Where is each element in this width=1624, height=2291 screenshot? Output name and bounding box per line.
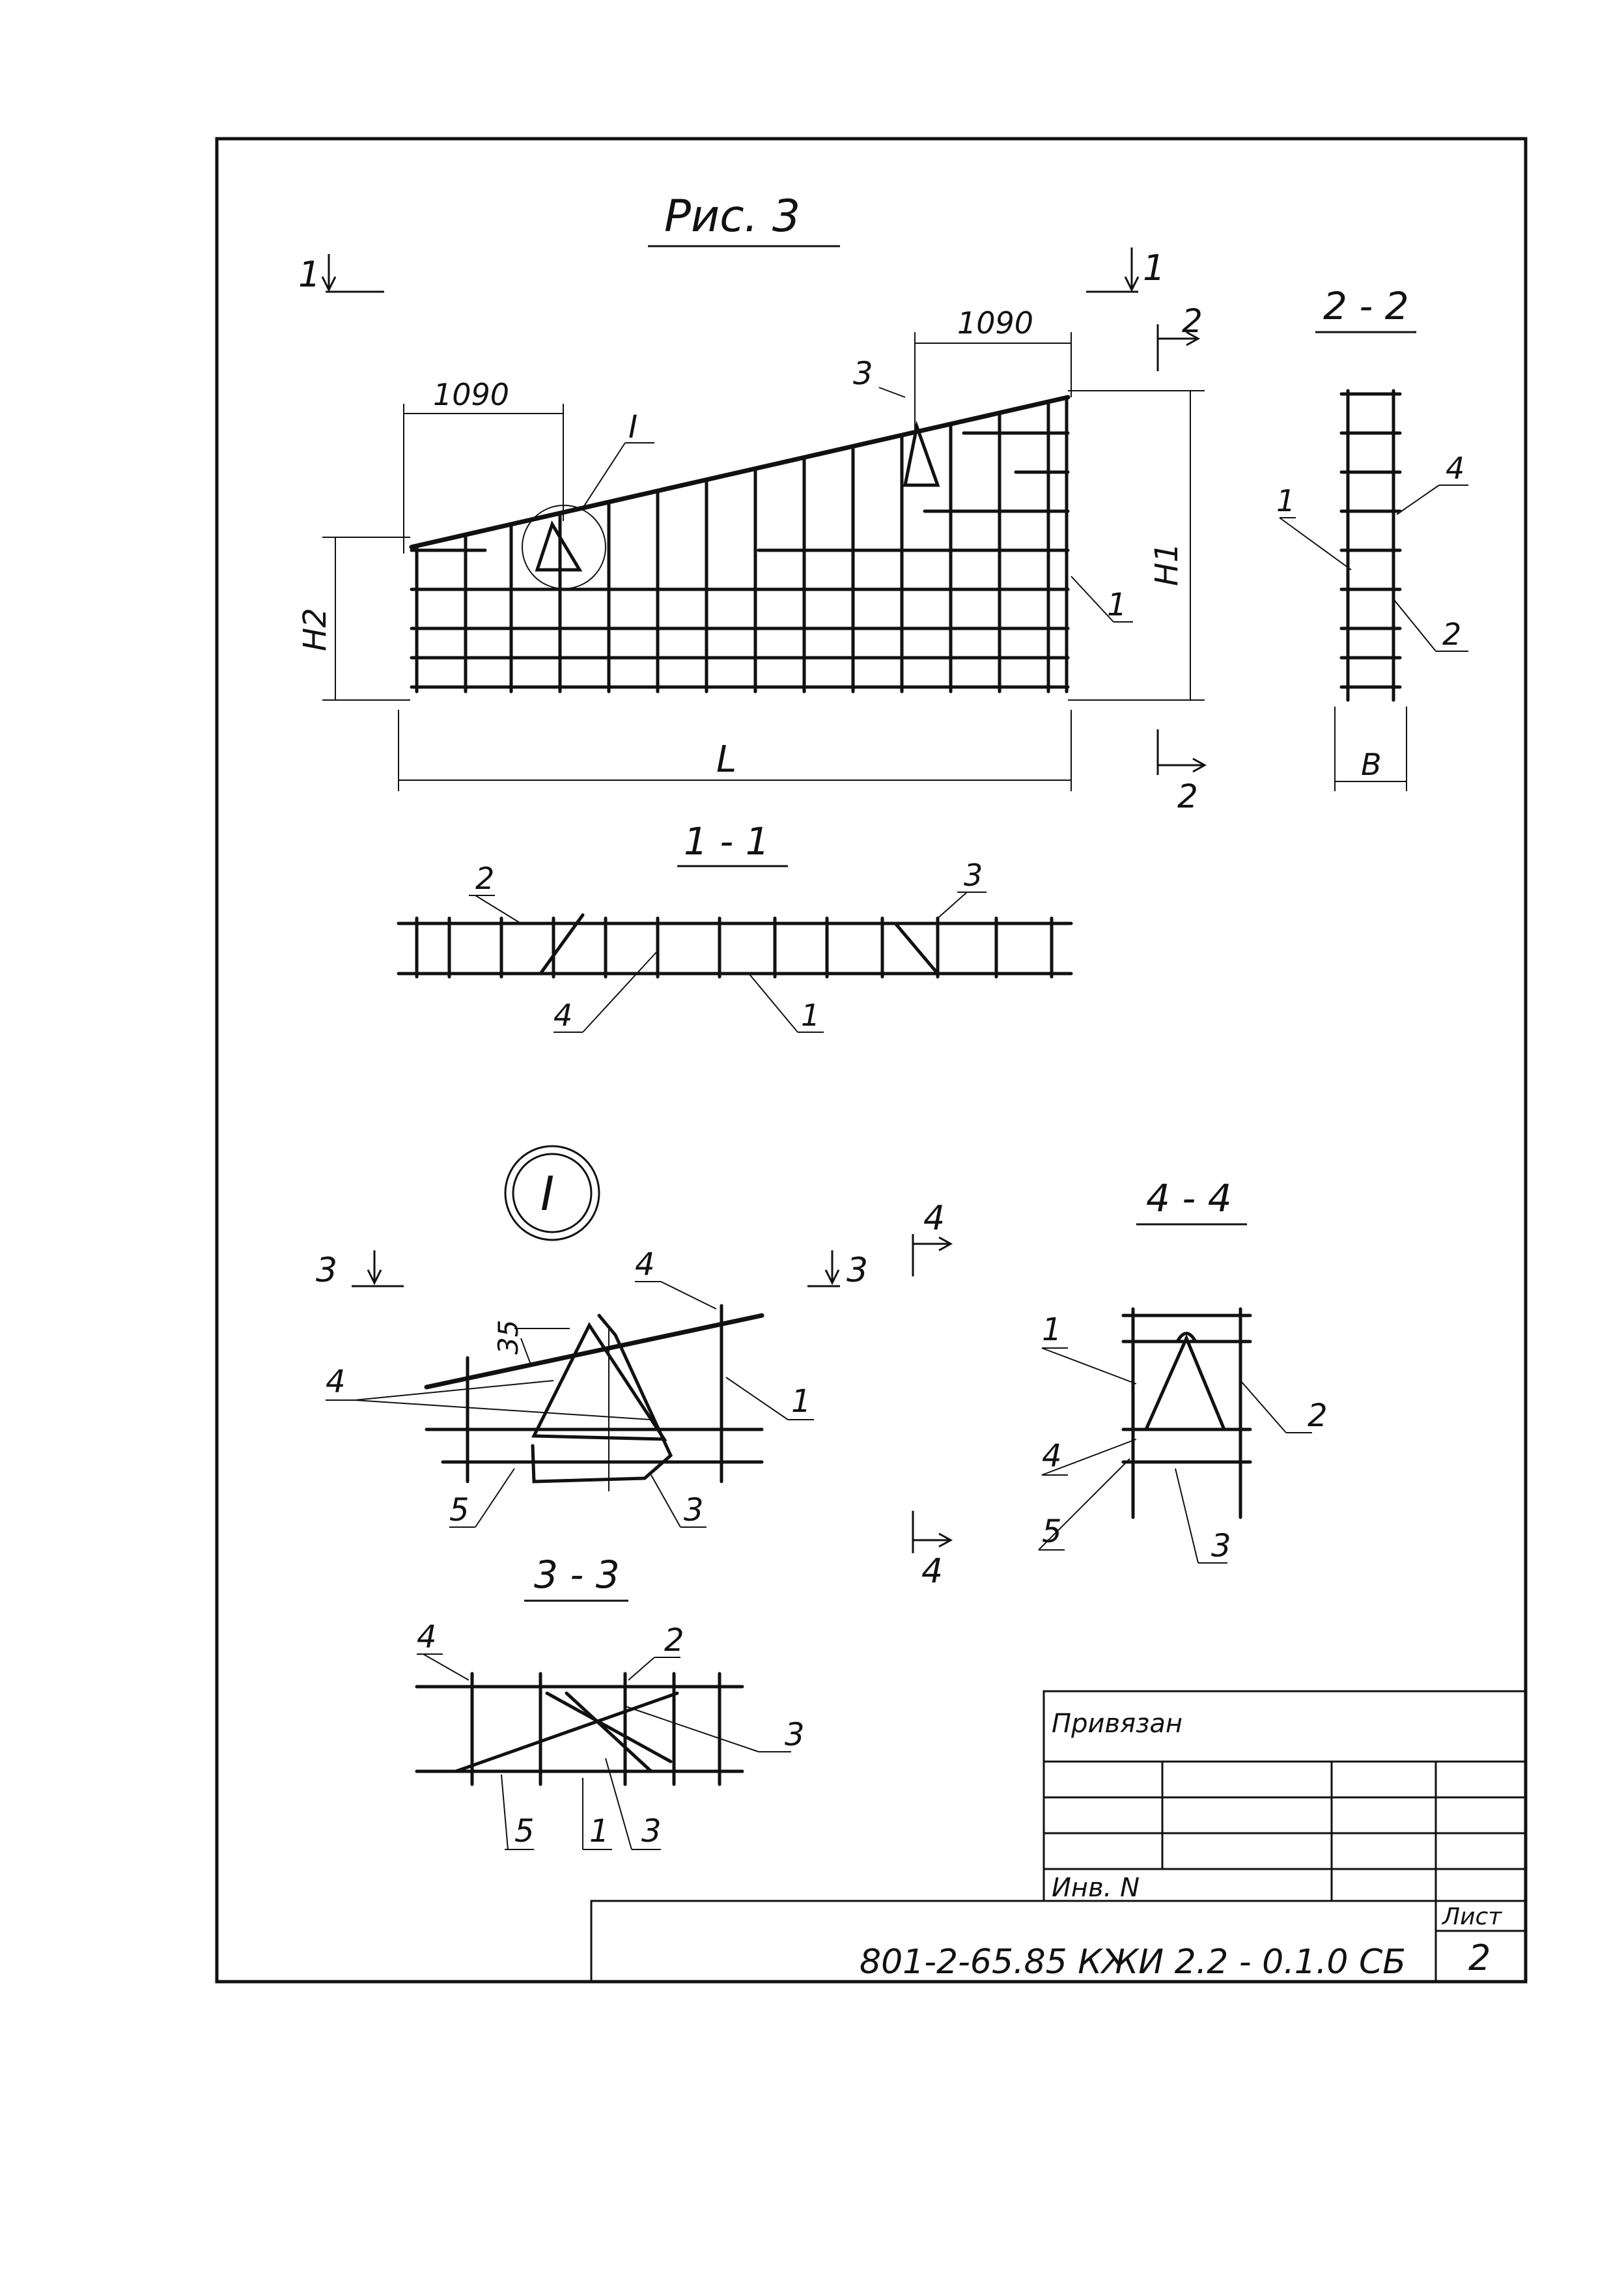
label-pos-3-s33-bottom: 3 bbox=[641, 1813, 662, 1849]
title-block-sheet-no: 2 bbox=[1468, 1937, 1491, 1978]
svg-text:3: 3 bbox=[847, 1251, 869, 1290]
svg-text:1: 1 bbox=[1143, 247, 1166, 288]
label-pos-3-detail: 3 bbox=[684, 1492, 704, 1528]
dim-1090-left: 1090 bbox=[433, 377, 510, 412]
section-mark-2-top bbox=[1158, 302, 1203, 371]
dim-35: 35 bbox=[492, 1319, 524, 1355]
detail-i-drawing bbox=[326, 1282, 814, 1527]
section-mark-1-right bbox=[1086, 247, 1165, 292]
label-pos-1-elev: 1 bbox=[1107, 587, 1127, 623]
title-block-code: 801-2-65.85 КЖИ 2.2 - 0.1.0 СБ bbox=[860, 1943, 1406, 1982]
svg-text:3: 3 bbox=[316, 1251, 338, 1290]
title-block-bound-label: Привязан bbox=[1052, 1709, 1183, 1739]
section-mark-3-left bbox=[316, 1250, 404, 1290]
section-title-4-4: 4 - 4 bbox=[1146, 1176, 1232, 1220]
label-pos-5-s33: 5 bbox=[514, 1813, 535, 1849]
svg-text:4: 4 bbox=[923, 1199, 945, 1238]
label-pos-2-s33: 2 bbox=[664, 1622, 684, 1659]
section-title-3-3: 3 - 3 bbox=[534, 1553, 620, 1597]
svg-text:4: 4 bbox=[921, 1552, 944, 1591]
section-title-2-2: 2 - 2 bbox=[1323, 284, 1409, 328]
label-pos-1-s33: 1 bbox=[589, 1813, 609, 1849]
dim-h1: H1 bbox=[1149, 542, 1185, 586]
dim-h2: H2 bbox=[297, 608, 333, 651]
svg-text:1: 1 bbox=[298, 254, 321, 295]
section-mark-4-bottom bbox=[913, 1511, 951, 1591]
dim-1090-right: 1090 bbox=[957, 305, 1034, 341]
label-pos-4-detail-left: 4 bbox=[326, 1364, 346, 1400]
dim-length: L bbox=[716, 738, 737, 781]
svg-text:2: 2 bbox=[1177, 778, 1198, 815]
section-4-4-drawing bbox=[1039, 1309, 1312, 1563]
label-pos-1-s44: 1 bbox=[1042, 1312, 1062, 1348]
label-pos-4-detail-top: 4 bbox=[635, 1246, 655, 1283]
label-pos-2-s11: 2 bbox=[475, 861, 495, 896]
section-title-1-1: 1 - 1 bbox=[684, 819, 770, 864]
dim-width: B bbox=[1361, 747, 1382, 782]
label-pos-5-detail: 5 bbox=[449, 1492, 469, 1528]
section-1-1-drawing bbox=[399, 892, 1071, 1032]
svg-text:2: 2 bbox=[1182, 302, 1203, 340]
label-pos-1-s22: 1 bbox=[1276, 483, 1296, 518]
label-pos-4-s44: 4 bbox=[1042, 1438, 1062, 1474]
section-2-2-drawing bbox=[1280, 391, 1468, 791]
section-mark-3-right bbox=[807, 1250, 868, 1290]
label-pos-4-s33: 4 bbox=[417, 1619, 437, 1655]
label-pos-3-s44: 3 bbox=[1211, 1528, 1231, 1564]
title-block-sheet-label: Лист bbox=[1442, 1904, 1502, 1930]
label-detail-ref: I bbox=[628, 409, 638, 445]
section-mark-1-left bbox=[298, 254, 384, 295]
section-mark-2-bottom bbox=[1158, 729, 1205, 815]
label-pos-4-s22: 4 bbox=[1446, 451, 1465, 486]
figure-title: Рис. 3 bbox=[664, 191, 801, 242]
title-block-inv-label: Инв. N bbox=[1052, 1873, 1140, 1903]
label-pos-2-s44: 2 bbox=[1308, 1398, 1328, 1434]
label-pos-5-s44: 5 bbox=[1042, 1513, 1062, 1550]
label-pos-1-detail: 1 bbox=[791, 1383, 811, 1420]
label-pos-3-elev: 3 bbox=[853, 356, 873, 392]
detail-i-title: I bbox=[540, 1166, 555, 1221]
section-mark-4-top bbox=[913, 1199, 951, 1276]
label-pos-1-s11: 1 bbox=[801, 998, 820, 1033]
label-pos-3-s11: 3 bbox=[964, 858, 983, 893]
label-pos-4-s11: 4 bbox=[553, 998, 573, 1033]
drawing-frame bbox=[217, 139, 1526, 1982]
label-pos-2-s22: 2 bbox=[1442, 617, 1462, 652]
label-pos-3-s33-right: 3 bbox=[785, 1717, 805, 1753]
